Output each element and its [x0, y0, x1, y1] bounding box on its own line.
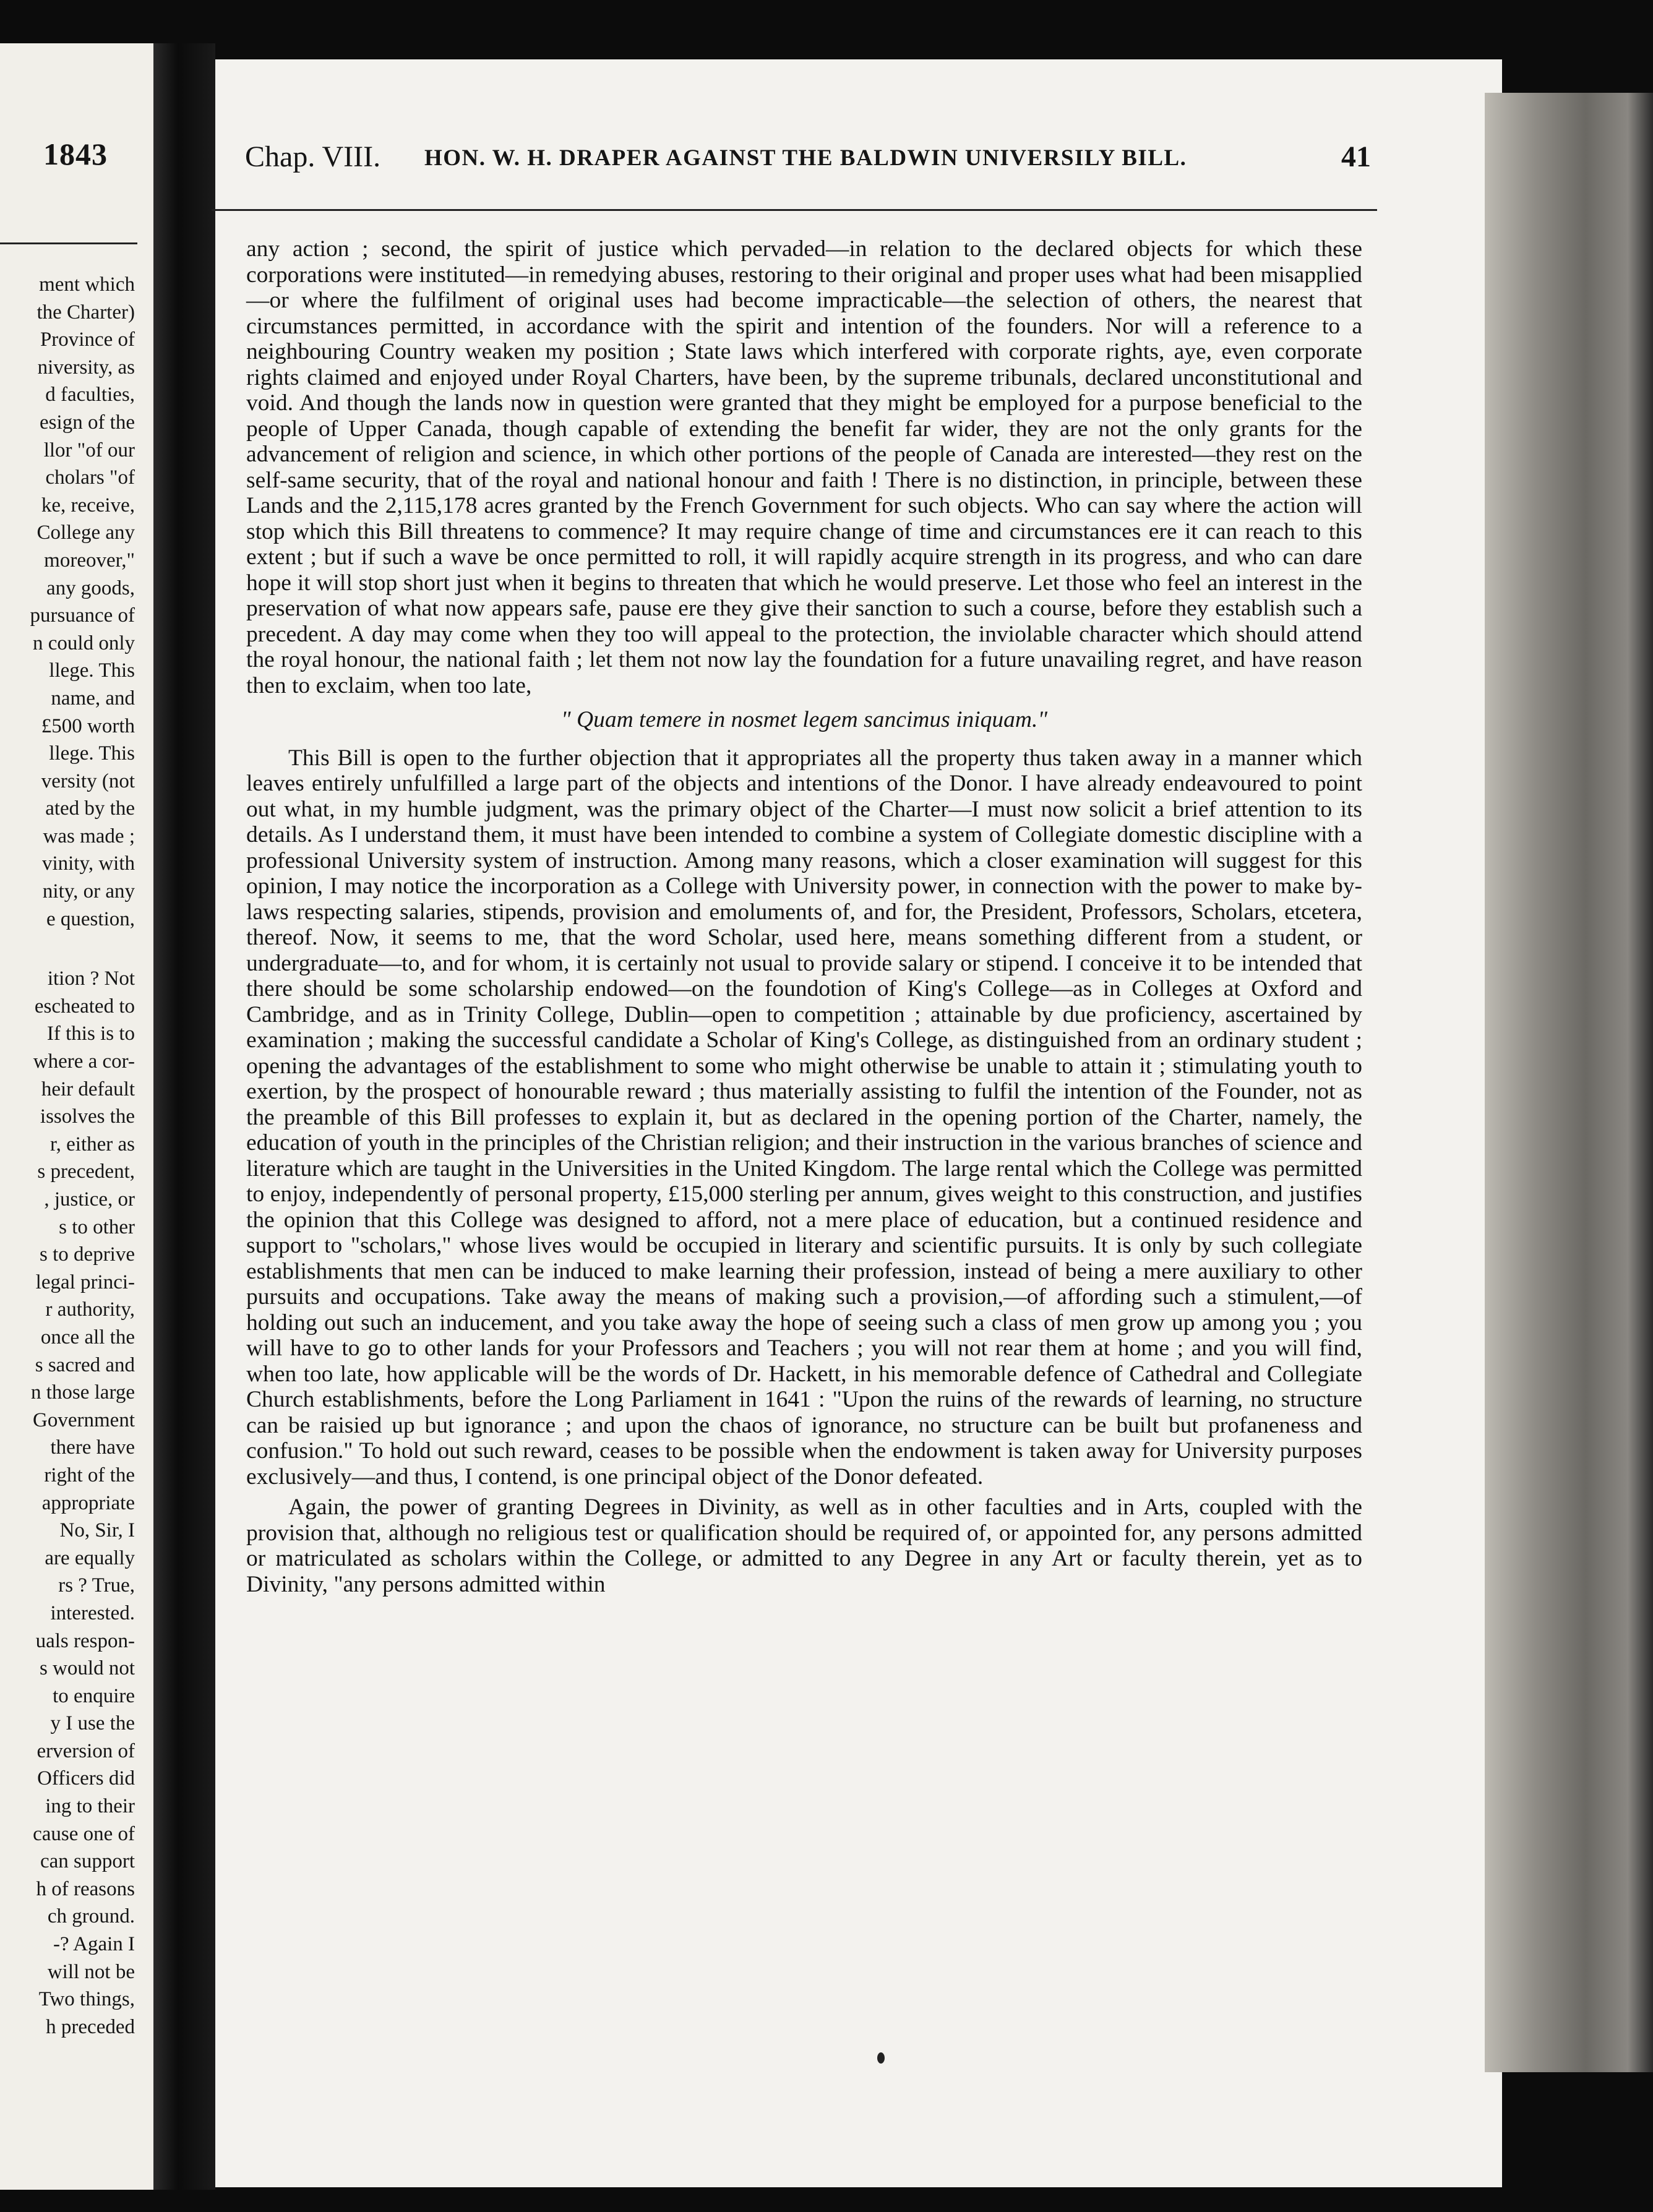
latin-quotation: " Quam temere in nosmet legem sancimus iniquam.": [560, 707, 1048, 732]
chapter-label: Chap. VIII.: [245, 140, 381, 173]
left-page-line: niversity, as: [37, 356, 135, 379]
header-rule: [212, 209, 1377, 211]
left-page-line: ated by the: [45, 797, 135, 820]
left-page-line: s to other: [59, 1215, 135, 1238]
body-text: [246, 236, 1362, 1597]
left-page-line: issolves the: [40, 1105, 135, 1128]
left-page-line: n those large: [30, 1381, 135, 1404]
left-page-line: will not be: [47, 1960, 135, 1983]
left-page-line: d faculties,: [45, 384, 135, 406]
left-page-line: pursuance of: [30, 604, 135, 627]
left-page-line: , justice, or: [44, 1188, 135, 1211]
left-page-line: where a cor-: [33, 1050, 135, 1073]
left-page-line: ke, receive,: [41, 494, 135, 517]
book-gutter: [153, 43, 215, 2190]
page-number: 41: [1341, 140, 1371, 173]
left-page-line: No, Sir, I: [59, 1519, 135, 1542]
left-page-line: Two things,: [38, 1988, 135, 2011]
left-page-line: name, and: [51, 687, 135, 709]
left-page-line: are equally: [45, 1546, 135, 1569]
left-page-line: If this is to: [46, 1022, 135, 1045]
left-header-rule: [0, 242, 137, 244]
left-page-line: e question,: [46, 907, 135, 930]
left-page-line: cholars "of: [45, 466, 135, 489]
left-page-line: College any: [36, 521, 135, 544]
left-page-line: ch ground.: [47, 1905, 135, 1928]
running-title: HON. W. H. DRAPER AGAINST THE BALDWIN UNIVERSILY BILL.: [424, 145, 1187, 171]
running-head: [245, 140, 1371, 189]
paragraph-1: any action ; second, the spirit of justice which pervaded—in relation to the declared objects for which these corporations were instituted—in remedying abuses, restoring to their original and proper uses what had been misapplied—or where the fulfilment of original uses had become impracticable—the selection of others, the nearest that circumstances permitted, in accordance with the spirit and intention of the founders. Nor will a reference to a neighbouring Country weaken my position ; State laws which interfered with corporate rights, aye, even corporate rights claimed and enjoyed under Royal Charters, have been, by the supreme tribunals, declared unconstitutional and void. And though the lands now in question were granted that they might be employed for a purpose beneficial to the people of Upper Canada, though capable of extending the benefit far wider, they are not the only grants for the advancement of religion and science, in which other portions of the people of Canada are interested—they rest on the self-same security, that of the royal and national honour and faith ! There is no distinction, in principle, between these Lands and the 2,115,178 acres granted by the French Government for such objects. Who can say where the action will stop which this Bill threatens to commence? It may require change of time and circumstances ere it can reach to this extent ; but if such a wave be once permitted to roll, it will rapidly acquire strength in its progress, and who can dare hope it will stop short just when it begins to threaten that which he would preserve. Let those who feel an interest in the preservation of what now appears safe, pause ere they give their sanction to such a course, before they establish such a precedent. A day may come when they too will appeal to the protection, the inviolable character which should attend the royal honour, the national faith ; let them not now lay the foundation for a future unavailing regret, and have reason then to exclaim, when too late,: [246, 236, 1362, 698]
left-page-line: y I use the: [50, 1712, 135, 1735]
left-page-line: Government: [33, 1408, 135, 1431]
left-page-line: Province of: [40, 328, 135, 351]
left-page-line: h preceded: [46, 2015, 135, 2038]
left-page-line: s sacred and: [35, 1353, 135, 1376]
left-page-line: h of reasons: [36, 1877, 135, 1900]
left-page-line: Officers did: [37, 1767, 135, 1790]
left-page-line: any goods,: [46, 577, 135, 599]
left-facing-page: [0, 43, 153, 2190]
left-page-line: llor "of our: [43, 439, 135, 461]
left-page-line: rs ? True,: [58, 1574, 135, 1597]
left-page-line: the Charter): [36, 301, 135, 324]
left-page-year: 1843: [43, 137, 108, 171]
left-page-line: s precedent,: [37, 1160, 135, 1183]
left-page-line: appropriate: [41, 1491, 135, 1514]
left-page-line: [0, 933, 135, 965]
left-page-line: versity (not: [41, 769, 135, 792]
left-page-line: cause one of: [33, 1822, 135, 1845]
left-page-line: escheated to: [34, 995, 135, 1018]
left-page-line: nity, or any: [42, 880, 135, 903]
left-page-line: moreover,": [44, 549, 135, 572]
left-page-line: vinity, with: [41, 852, 135, 875]
left-page-line: r authority,: [45, 1298, 135, 1321]
left-page-line: n could only: [33, 632, 135, 654]
left-page-line: £500 worth: [41, 714, 135, 737]
left-page-line: -? Again I: [53, 1933, 135, 1956]
left-page-line: llege. This: [49, 742, 135, 765]
left-page-line: ition ? Not: [47, 967, 135, 990]
left-page-line: right of the: [44, 1464, 135, 1486]
left-page-line: was made ;: [43, 825, 135, 847]
left-page-line: uals respon-: [35, 1629, 135, 1652]
left-page-line: legal princi-: [35, 1271, 135, 1293]
page-edge-stack: [1485, 93, 1653, 2072]
left-page-line: there have: [50, 1436, 135, 1459]
left-page-line: heir default: [41, 1078, 135, 1100]
paragraph-3: Again, the power of granting Degrees in Divinity, as well as in other faculties and in Arts, coupled with the provision that, although no religious test or qualification should be required of, or appointed for, any persons admitted or matriculated as scholars within the College, or admitted to any Degree in any Art or faculty therein, yet as to Divinity, "any persons admitted within: [246, 1494, 1362, 1597]
left-page-line: ing to their: [45, 1795, 135, 1818]
left-page-line: once all the: [40, 1326, 135, 1348]
left-page-line: to enquire: [53, 1684, 135, 1707]
left-page-line: ment which: [39, 273, 135, 296]
left-page-line: erversion of: [36, 1739, 135, 1762]
paragraph-2: This Bill is open to the further objection that it appropriates all the property thus taken away in a manner which leaves entirely unfulfilled a large part of the objects and intentions of the Donor. I have already endeavoured to point out what, in my humble judgment, was the primary object of the Charter—I must now solicit a brief attention to its details. As I understand them, it must have been intended to combine a system of Collegiate domestic discipline with a professional University system of instruction. Among many reasons, which a closer examination will suggest for this opinion, I may notice the incorporation as a College with University power, in connection with the power to make by-laws respecting salaries, stipends, provision and emoluments of, and for, the President, Professors, Scholars, etcetera, thereof. Now, it seems to me, that the word Scholar, used here, means something different from a student, or undergraduate—to, and for whom, it is certainly not usual to provide salary or stipend. I conceive it to be intended that there should be some scholarship endowed—on the foundotion of King's College—as in Colleges at Oxford and Cambridge, and as in Trinity College, Dublin—open to competition ; attainable by due proficiency, ascertained by examination ; making the successful candidate a Scholar of King's College, as distinguished from an ordinary student ; opening the advantages of the establishment to some who might otherwise be unable to attain it ; stimulating youth to exertion, by the prospect of honourable reward ; thus materially assisting to fulfil the intention of the Founder, not as the preamble of this Bill professes to explain it, but as declared in the opening portion of the Charter, namely, the education of youth in the principles of the Christian religion; and their instruction in the various branches of science and literature which are taught in the Universities in the United Kingdom. The large rental which the College was permitted to enjoy, independently of personal property, £15,000 sterling per annum, gives weight to this construction, and justifies the opinion that this College was designed to afford, not a mere place of education, but a continued residence and support to "scholars," whose lives would be occupied in literary and scientific pursuits. It is only by such collegiate establishments that men can be induced to make learning their profession, instead of being a mere auxiliary to other pursuits and occupations. Take away the means of making such a provision,—of affording such a stimulent,—of holding out such an inducement, and you take away the hope of seeing such a class of men grow up among you ; you will have to go to other lands for your Professors and Teachers ; you will not rear them at home ; and you will find, when too late, how applicable will be the words of Dr. Hackett, in his memorable defence of Cathedral and Collegiate Church establishments, before the Long Parliament in 1641 : "Upon the ruins of the rewards of learning, no structure can be raisied up but ignorance ; and upon the chaos of ignorance, no structure can be built but profaneness and confusion." To hold out such reward, ceases to be possible when the endowment is taken away for University purposes exclusively—and thus, I contend, is one principal object of the Donor defeated.: [246, 745, 1362, 1490]
left-page-line: esign of the: [40, 411, 135, 434]
left-page-line: llege. This: [49, 659, 135, 682]
left-page-line: can support: [40, 1850, 135, 1873]
left-page-line: r, either as: [49, 1133, 135, 1155]
left-page-line: s would not: [39, 1657, 135, 1680]
left-page-line: interested.: [50, 1601, 135, 1624]
ink-mark: [877, 2052, 885, 2064]
left-page-line: s to deprive: [40, 1243, 135, 1266]
left-page-text: [0, 271, 135, 2041]
